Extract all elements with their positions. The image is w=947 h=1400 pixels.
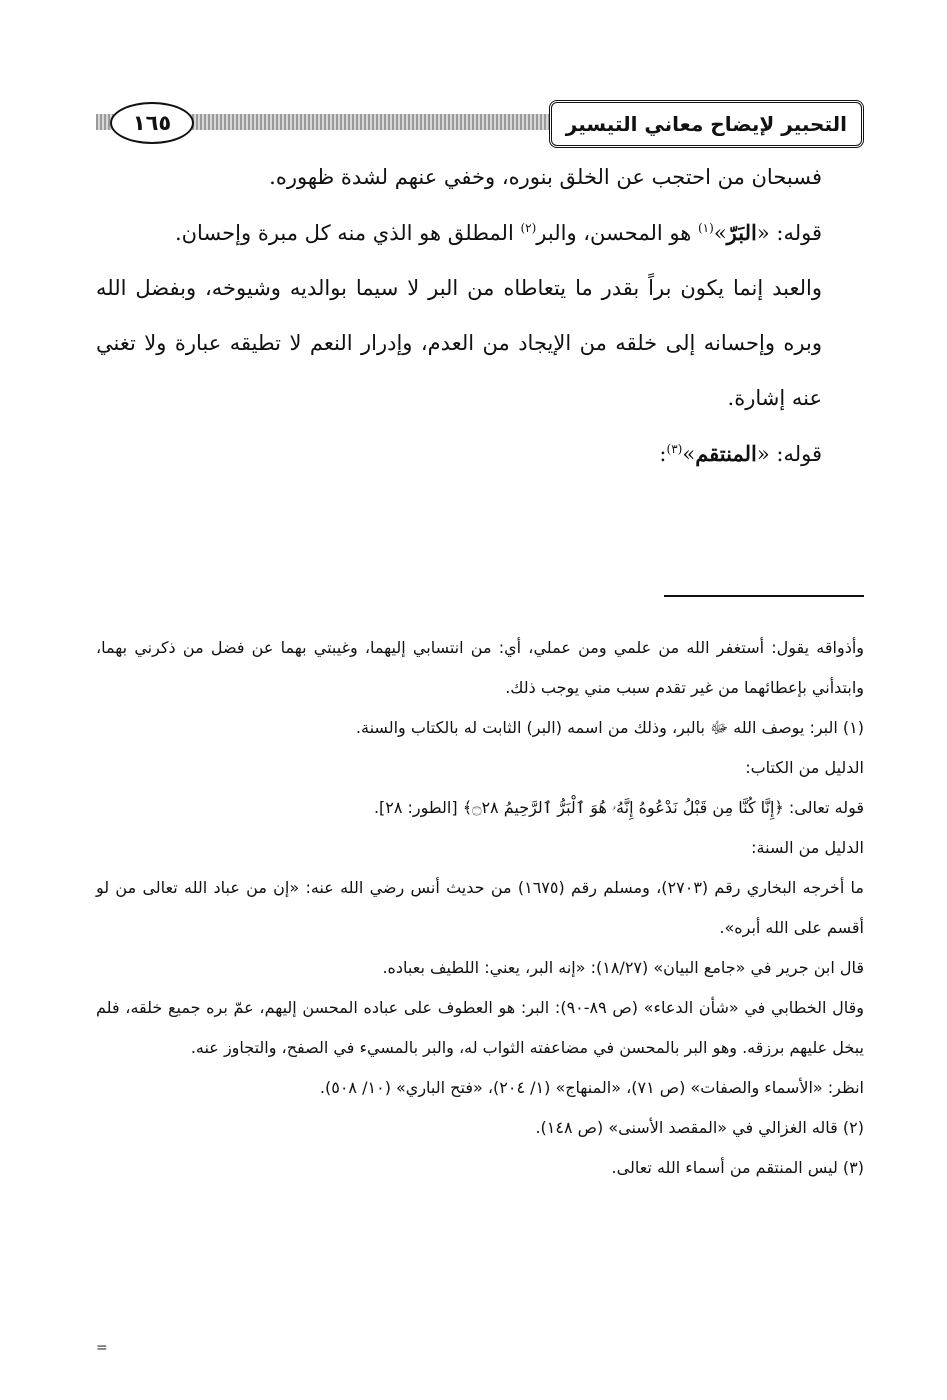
footnote-hadith: ما أخرجه البخاري رقم (٢٧٠٣)، ومسلم رقم (١٦٧٥) من حديث أنس رضي الله عنه: «إن من عباد الله تعالى من لو أقسم على الله أبره». [96,878,864,937]
paragraph-end: : [659,442,667,466]
page-number: ١٦٥ [110,102,194,144]
quote-prefix: قوله: « [756,442,822,466]
page-header [96,100,864,146]
quote-close: » [713,221,727,245]
term-al-muntaqim: المنتقم [695,441,757,466]
main-text [96,150,864,482]
main-paragraph-1: فسبحان من احتجب عن الخلق بنوره، وخفي عنهم لشدة ظهوره. [269,165,822,189]
footnote-quran-verse: قوله تعالى: ﴿إِنَّا كُنَّا مِن قَبْلُ نَدْعُوهُ إِنَّهُۥ هُوَ ٱلْبَرُّ ٱلرَّحِيمُ ۝٢٨﴾ [الطور: ٢٨]. [373,798,864,817]
quote-prefix: قوله: « [756,221,822,245]
quote-close: » [682,442,696,466]
footnote-ref-3: (٣) [666,442,683,456]
footnote-references: انظر: «الأسماء والصفات» (ص ٧١)، «المنهاج» (١/ ٢٠٤)، «فتح الباري» (١٠/ ٥٠٨). [319,1078,864,1097]
main-paragraph-2 [96,205,864,261]
footnotes [96,628,864,1188]
footnote-heading-book: الدليل من الكتاب: [745,758,864,777]
term-al-barr: البَرّ [726,220,757,245]
footnote-ref-1: (١) [697,221,714,235]
paragraph-text: المطلق هو الذي منه كل مبرة وإحسان. [174,221,521,245]
footnote-3: (٣) ليس المنتقم من أسماء الله تعالى. [611,1158,864,1177]
footnote-heading-sunnah: الدليل من السنة: [751,838,864,857]
footnote-continuation: وأذواقه يقول: أستغفر الله من علمي ومن عملي، أي: من انتسابي إليهما، وغيبتي بهما عن فضل من ذكرني بهما، وابتدأني بإعطائهما من غير تقدم سبب مني يوجب ذلك. [96,638,864,697]
main-paragraph-4 [96,426,864,482]
footnote-ibn-jarir: قال ابن جرير في «جامع البيان» (١٨/٢٧): «إنه البر، يعني: اللطيف بعباده. [382,958,864,977]
main-paragraph-3: والعبد إنما يكون براً بقدر ما يتعاطاه من البر لا سيما بوالديه وشيوخه، وبفضل الله وبره وإحسانه إلى خلقه من الإيجاد من العدم، وإدرار النعم لا تطيقه عبارة ولا تغني عنه إشارة. [96,276,822,410]
paragraph-text: هو المحسن، والبر [536,221,698,245]
footnote-1: (١) البر: يوصف الله ﷻ بالبر، وذلك من اسمه (البر) الثابت له بالكتاب والسنة. [355,718,864,737]
footnote-2: (٢) قاله الغزالي في «المقصد الأسنى» (ص ١٤٨). [535,1118,864,1137]
book-title: التحبير لإيضاح معاني التيسير [549,100,864,148]
footnote-ref-2: (٢) [520,221,537,235]
footnote-khattabi: وقال الخطابي في «شأن الدعاء» (ص ٨٩-٩٠): البر: هو العطوف على عباده المحسن إليهم، عمّ بره جميع خلقه، فلم يبخل عليهم برزقه. وهو البر بالمحسن في مضاعفته الثواب له، والبر بالمسيء في الصفح، والتجاوز عنه. [96,998,864,1057]
page-bottom-mark: = [96,1340,108,1356]
footnote-separator [664,595,864,597]
